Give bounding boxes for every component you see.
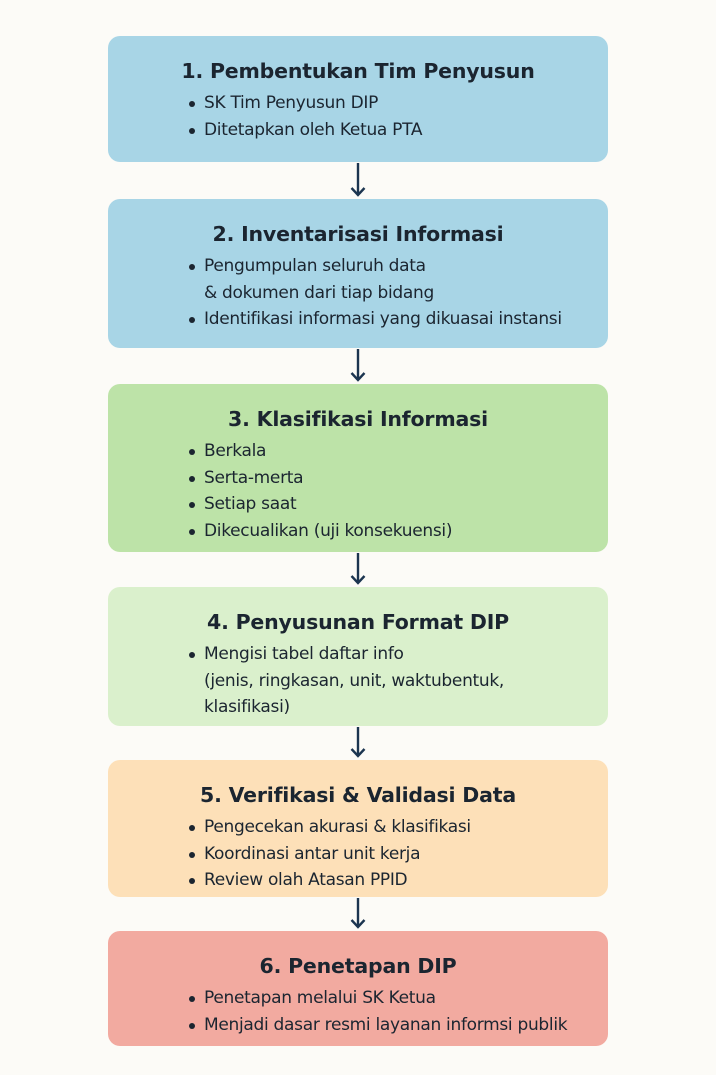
step-5-bullets	[108, 814, 608, 894]
step-4-bullets	[108, 641, 608, 721]
step-1-bullet-2: Ditetapkan oleh Ketua PTA	[204, 117, 608, 144]
step-2-title: 2. Inventarisasi Informasi	[212, 222, 504, 246]
step-4-title: 4. Penyusunan Format DIP	[207, 610, 509, 634]
step-1-box	[108, 36, 608, 162]
step-5-box	[108, 760, 608, 897]
step-3-title: 3. Klasifikasi Informasi	[228, 407, 488, 431]
step-4-bullet-1: Mengisi tabel daftar info (jenis, ringkasan, unit, waktubentuk, klasifikasi)	[204, 641, 608, 721]
arrow-down-icon	[348, 348, 368, 384]
arrow-down-icon	[348, 162, 368, 199]
step-3-bullet-3: Setiap saat	[204, 491, 608, 518]
step-5-bullet-3: Review olah Atasan PPID	[204, 867, 608, 894]
step-5-bullet-1: Pengecekan akurasi & klasifikasi	[204, 814, 608, 841]
step-2-box	[108, 199, 608, 348]
step-1-title: 1. Pembentukan Tim Penyusun	[181, 59, 535, 83]
arrow-down-icon	[348, 726, 368, 760]
arrow-down-icon	[348, 897, 368, 931]
step-3-bullet-4: Dikecualikan (uji konsekuensi)	[204, 518, 608, 545]
step-1-bullets	[108, 90, 608, 143]
arrow-down-icon	[348, 552, 368, 587]
step-6-bullet-1: Penetapan melalui SK Ketua	[204, 985, 608, 1012]
step-1-bullet-1: SK Tim Penyusun DIP	[204, 90, 608, 117]
step-5-bullet-2: Koordinasi antar unit kerja	[204, 841, 608, 868]
step-6-bullets	[108, 985, 608, 1038]
step-6-bullet-2: Menjadi dasar resmi layanan informsi publik	[204, 1012, 608, 1039]
step-6-box	[108, 931, 608, 1046]
step-3-bullet-1: Berkala	[204, 438, 608, 465]
step-6-title: 6. Penetapan DIP	[259, 954, 457, 978]
step-3-box	[108, 384, 608, 552]
step-4-box	[108, 587, 608, 726]
step-2-bullet-2: Identifikasi informasi yang dikuasai instansi	[204, 306, 608, 333]
step-5-title: 5. Verifikasi & Validasi Data	[200, 783, 516, 807]
step-3-bullet-2: Serta-merta	[204, 465, 608, 492]
step-3-bullets	[108, 438, 608, 544]
step-2-bullet-1: Pengumpulan seluruh data & dokumen dari tiap bidang	[204, 253, 608, 306]
step-2-bullets	[108, 253, 608, 333]
